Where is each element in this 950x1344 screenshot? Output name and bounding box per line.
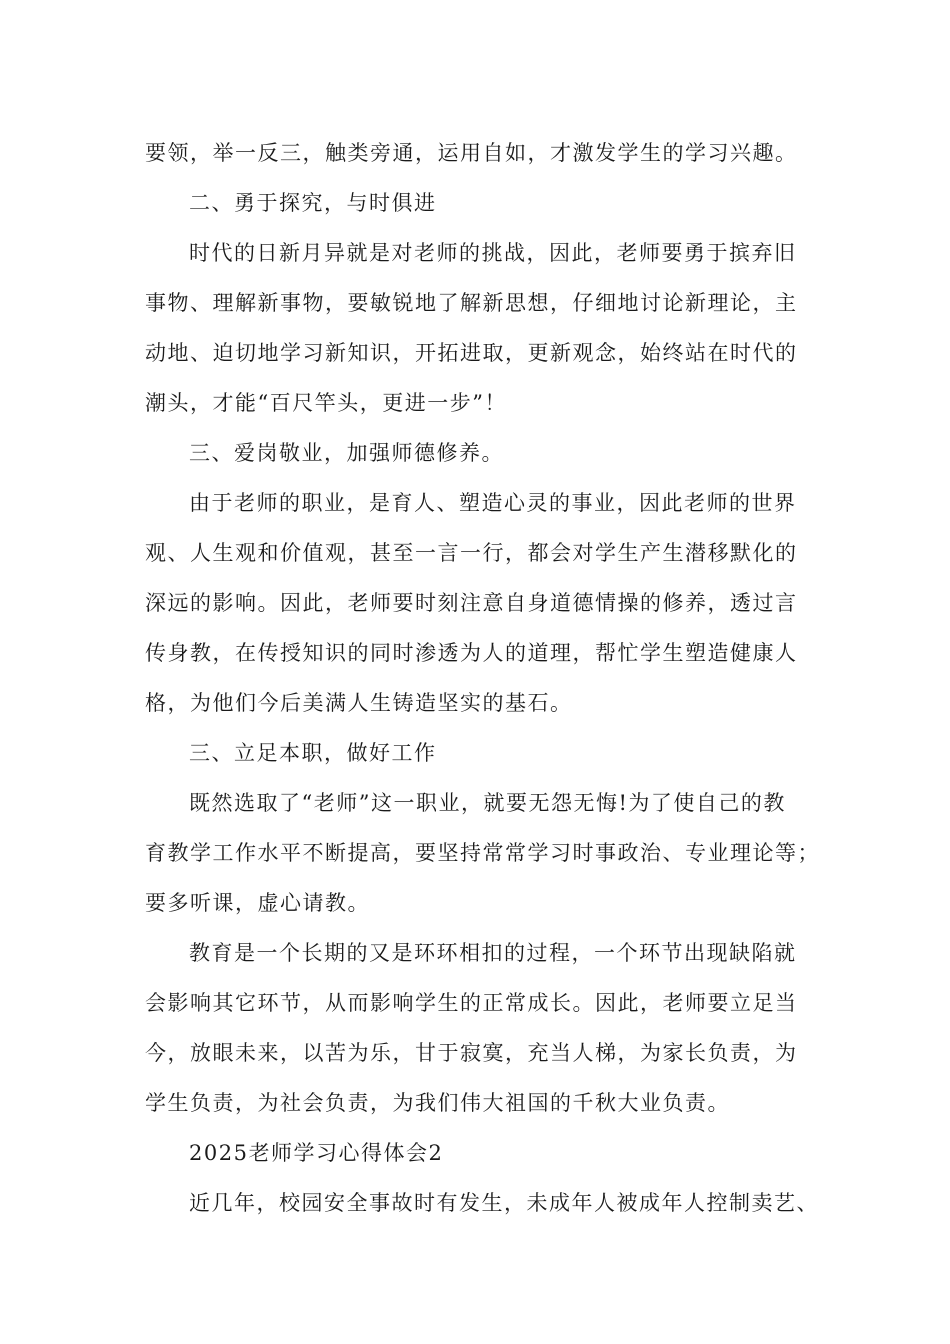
paragraph-line: 近几年，校园安全事故时有发生，未成年人被成年人控制卖艺、: [189, 1191, 819, 1215]
paragraph-line: 动地、迫切地学习新知识，开拓进取，更新观念，始终站在时代的: [145, 341, 798, 365]
article-title: 2025老师学习心得体会2: [189, 1141, 444, 1165]
section-heading: 三、爱岗敬业，加强师德修养。: [189, 441, 504, 465]
paragraph-line: 观、人生观和价值观，甚至一言一行，都会对学生产生潜移默化的: [145, 541, 798, 565]
paragraph-line: 育教学工作水平不断提高，要坚持常常学习时事政治、专业理论等；: [145, 841, 820, 865]
paragraph-line: 要领，举一反三，触类旁通，运用自如，才激发学生的学习兴趣。: [145, 141, 798, 165]
section-heading: 二、勇于探究，与时俱进: [189, 191, 437, 215]
paragraph-line: 教育是一个长期的又是环环相扣的过程，一个环节出现缺陷就: [189, 941, 797, 965]
document-body: [145, 128, 825, 1228]
paragraph-line: 学生负责，为社会负责，为我们伟大祖国的千秋大业负责。: [145, 1091, 730, 1115]
paragraph-line: 格，为他们今后美满人生铸造坚实的基石。: [145, 691, 573, 715]
paragraph-line: 要多听课，虚心请教。: [145, 891, 370, 915]
paragraph-line: 由于老师的职业，是育人、塑造心灵的事业，因此老师的世界: [189, 491, 797, 515]
paragraph-line: 深远的影响。因此，老师要时刻注意自身道德情操的修养，透过言: [145, 591, 798, 615]
paragraph-line: 会影响其它环节，从而影响学生的正常成长。因此，老师要立足当: [145, 991, 798, 1015]
paragraph-line: 传身教，在传授知识的同时渗透为人的道理，帮忙学生塑造健康人: [145, 641, 798, 665]
paragraph-line: 时代的日新月异就是对老师的挑战，因此，老师要勇于摈弃旧: [189, 241, 797, 265]
paragraph-line: 事物、理解新事物，要敏锐地了解新思想，仔细地讨论新理论，主: [145, 291, 798, 315]
paragraph-line: 潮头，才能“百尺竿头，更进一步”！: [145, 391, 507, 415]
paragraph-line: 今，放眼未来，以苦为乐，甘于寂寞，充当人梯，为家长负责，为: [145, 1041, 798, 1065]
section-heading: 三、立足本职，做好工作: [189, 741, 437, 765]
paragraph-line: 既然选取了“老师”这一职业，就要无怨无悔!为了使自己的教: [189, 791, 786, 815]
